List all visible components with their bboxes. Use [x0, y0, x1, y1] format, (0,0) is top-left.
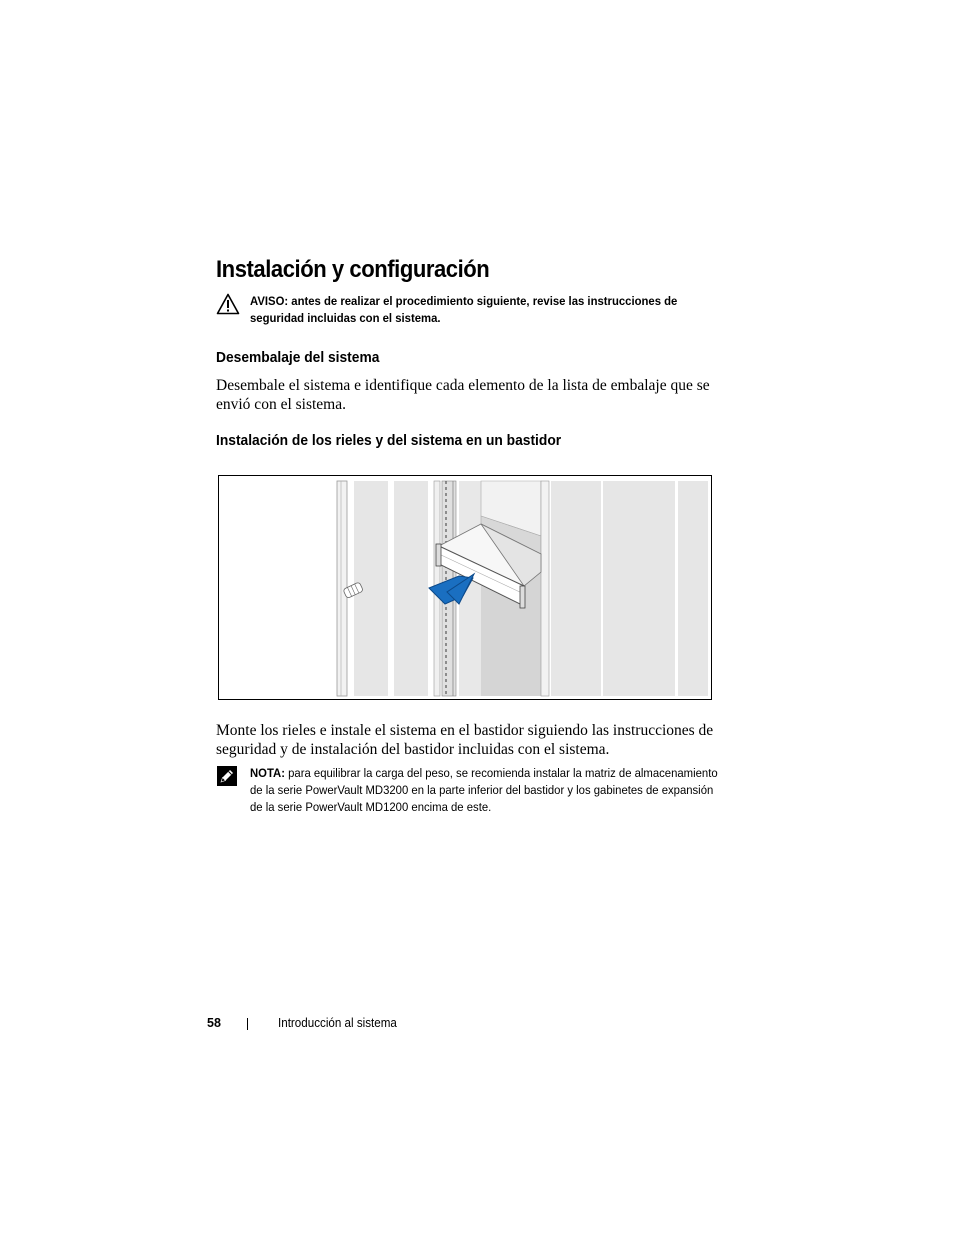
- footer-divider: [247, 1018, 248, 1030]
- unpack-paragraph: Desembale el sistema e identifique cada elemento de la lista de embalaje que se envió con el sistema.: [216, 377, 710, 413]
- note-notice: [216, 765, 716, 816]
- page-number: 58: [207, 1016, 221, 1030]
- rack-installation-illustration: [218, 475, 712, 700]
- footer-section-title: Introducción al sistema: [278, 1016, 397, 1030]
- warning-triangle-icon: [216, 293, 240, 320]
- warning-label: AVISO:: [250, 294, 289, 308]
- rack-paragraph: Monte los rieles e instale el sistema en el bastidor siguiendo las instrucciones de seguridad y de instalación del bastidor incluidas con el sistema.: [216, 722, 714, 758]
- note-text: para equilibrar la carga del peso, se recomienda instalar la matriz de almacenamiento de la serie PowerVault MD3200 en la parte inferior del bastidor y los gabinetes de expansión de la serie PowerVault MD1200 encima de este.: [250, 766, 718, 814]
- warning-text: antes de realizar el procedimiento siguiente, revise las instrucciones de seguridad incluidas con el sistema.: [250, 294, 678, 325]
- page-title: Instalación y configuración: [216, 256, 490, 283]
- note-pencil-icon: [216, 765, 238, 792]
- warning-notice: [216, 293, 716, 327]
- section-heading-unpack: Desembalaje del sistema: [216, 349, 380, 366]
- section-heading-rack: Instalación de los rieles y del sistema en un bastidor: [216, 432, 562, 449]
- note-label: NOTA:: [250, 766, 285, 780]
